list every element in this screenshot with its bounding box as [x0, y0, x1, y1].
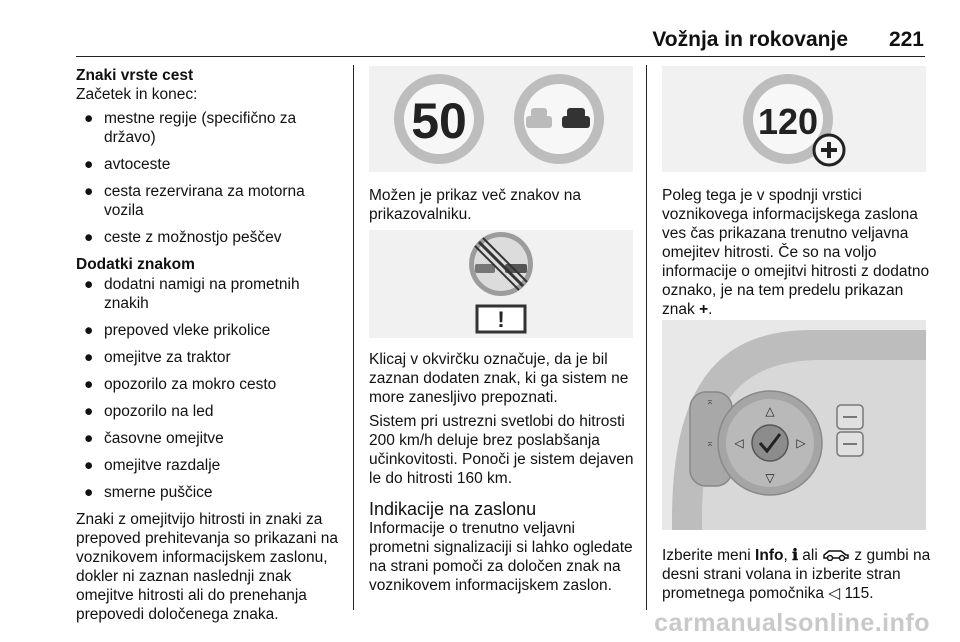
- paragraph-info-page: Informacije o trenutno veljavni prometni signalizaciji si lahko ogledate na strani pomoči za določen znak na voznikovem informacijskem zaslon.: [369, 520, 633, 594]
- list-item: ● omejitve razdalje: [84, 457, 221, 474]
- page-header: [0, 0, 960, 58]
- paragraph-exclamation: Klicaj v okvirčku označuje, da je bil zaznan dodaten znak, ki ga sistem ne more zanesljivo prepoznati.: [369, 351, 629, 406]
- list-item: ● omejitve za traktor: [84, 349, 231, 366]
- list-item: ● smerne puščice: [84, 484, 213, 501]
- road-sign-list: [76, 109, 348, 247]
- svg-text:▽: ▽: [765, 471, 775, 485]
- list-item: ● mestne regije (specifično za državo): [84, 110, 297, 146]
- car-icon: [822, 547, 850, 564]
- list-item: ● opozorilo na led: [84, 403, 214, 420]
- page-number: 221: [888, 28, 924, 51]
- figure-120-plus-sign: [662, 66, 926, 172]
- svg-text:△: △: [765, 404, 775, 418]
- svg-text:⌅: ⌅: [705, 396, 715, 407]
- page-reference-icon: ◁: [828, 585, 841, 602]
- figure-speed-and-overtake-signs: [369, 66, 633, 172]
- page-reference: 115: [844, 585, 870, 602]
- list-item: ● ceste z možnostjo peščev: [84, 229, 282, 246]
- additional-sign-list: [76, 275, 348, 502]
- heading-road-signs: Znaki vrste cest: [76, 67, 194, 84]
- heading-display-indications: Indikacije na zaslonu: [369, 499, 537, 519]
- speed-limit-label: 120: [757, 101, 819, 142]
- list-item: ● opozorilo za mokro cesto: [84, 376, 277, 393]
- exclamation-label: !: [497, 307, 505, 332]
- heading-additional-signs: Dodatki znakom: [76, 256, 195, 273]
- svg-text:⌅: ⌅: [705, 438, 715, 449]
- paragraph-speed-signs: Znaki z omejitvijo hitrosti in znaki za prepoved prehitevanja so prikazani na voznikovem informacijskem zaslonu, dokler ni zaznan naslednji znak omejitve hitrosti ali do prenehanja prepovedi določenega znaka.: [76, 511, 338, 623]
- header-rule: [76, 56, 925, 57]
- list-item: ● dodatni namigi na prometnih znakih: [84, 276, 300, 312]
- caption-multiple-signs: Možen je prikaz več znakov na prikazovalniku.: [369, 187, 581, 223]
- list-item: ● avtoceste: [84, 156, 171, 173]
- heading-road-signs-sub: Začetek in konec:: [76, 86, 198, 103]
- speed-limit-label: 50: [411, 93, 467, 149]
- figure-end-of-overtaking-sign: [369, 230, 633, 338]
- list-item: ● časovne omejitve: [84, 430, 224, 447]
- column-divider: [646, 65, 647, 610]
- svg-text:▷: ▷: [796, 436, 806, 450]
- section-title: Vožnja in rokovanje: [652, 28, 848, 51]
- paragraph-menu-info: Izberite meni Info, ℹ ali z gumbi na desni strani volana in izberite stran prometnega pomočnika ◁ 115.: [662, 547, 931, 602]
- svg-text:◁: ◁: [734, 436, 744, 450]
- list-item: ● cesta rezervirana za motorna vozila: [84, 183, 305, 219]
- figure-steering-wheel-controls: [662, 320, 926, 530]
- watermark: carmanualsonline.info: [654, 609, 930, 637]
- column-divider: [353, 65, 354, 610]
- column-1: [76, 66, 348, 624]
- paragraph-bottom-line: Poleg tega je v spodnji vrstici voznikovega informacijskega zaslona ves čas prikazana trenutno veljavna omejitev hitrosti. Če so na voljo informacije o omejitvi hitrosti z dodatno oznako, je na tem predelu prikazan znak +.: [662, 187, 930, 318]
- column-2-text: [369, 350, 637, 595]
- info-icon: ℹ: [792, 547, 798, 564]
- menu-info-label: Info: [755, 547, 784, 564]
- list-item: ● prepoved vleke prikolice: [84, 322, 271, 339]
- paragraph-system-speed: Sistem pri ustrezni svetlobi do hitrosti 200 km/h deluje brez poslabšanja učinkovitosti. Ponoči je sistem dejaven le do hitrosti 160 km.: [369, 413, 634, 487]
